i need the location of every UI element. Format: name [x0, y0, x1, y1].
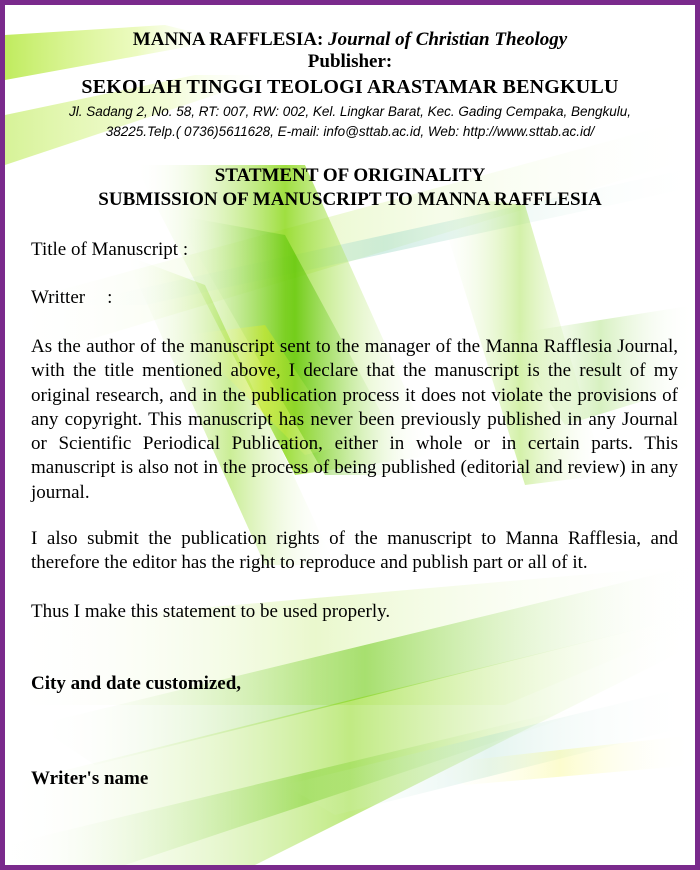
- writer-field: [31, 287, 112, 309]
- declaration-paragraph: As the author of the manuscript sent to the manager of the Manna Rafflesia Journal, with the title mentioned above, I declare that the manuscript is the result of my original research, and in the publication process it does not violate the provisions of any copyright. This manuscript has never been previously published in any Journal or Scientific Periodical Publication, either in whole or in certain parts. This manuscript is also not in the process of being published (editorial and review) in any journal.: [31, 336, 678, 503]
- writer-separator: :: [107, 287, 113, 308]
- writer-label: Writter: [31, 287, 86, 308]
- journal-heading: [5, 29, 695, 51]
- institution-address: [35, 102, 665, 142]
- publisher-label: Publisher:: [307, 51, 393, 72]
- rights-paragraph: I also submit the publication rights of the manuscript to Manna Rafflesia, and therefore the editor has the right to reproduce and publish part or all of it.: [31, 528, 678, 574]
- city-date-line: City and date customized,: [31, 673, 242, 694]
- journal-subtitle: Journal of Christian Theology: [328, 29, 568, 50]
- journal-name: MANNA RAFFLESIA:: [132, 29, 324, 50]
- address-line-1: Jl. Sadang 2, No. 58, RT: 007, RW: 002, Kel. Lingkar Barat, Kec. Gading Cempaka, Bengkulu,: [68, 104, 632, 119]
- institution-name: SEKOLAH TINGGI TEOLOGI ARASTAMAR BENGKULU: [81, 76, 619, 98]
- address-line-2: 38225.Telp.( 0736)5611628, E-mail: info@sttab.ac.id, Web: http://www.sttab.ac.id/: [105, 124, 595, 139]
- document-subtitle: SUBMISSION OF MANUSCRIPT TO MANNA RAFFLESIA: [98, 189, 602, 210]
- writer-name-line: Writer's name: [31, 768, 149, 789]
- manuscript-title-field: Title of Manuscript :: [31, 239, 189, 260]
- document-content: [5, 5, 695, 865]
- document-title: STATMENT OF ORIGINALITY: [214, 165, 486, 186]
- closing-statement: Thus I make this statement to be used properly.: [31, 601, 391, 622]
